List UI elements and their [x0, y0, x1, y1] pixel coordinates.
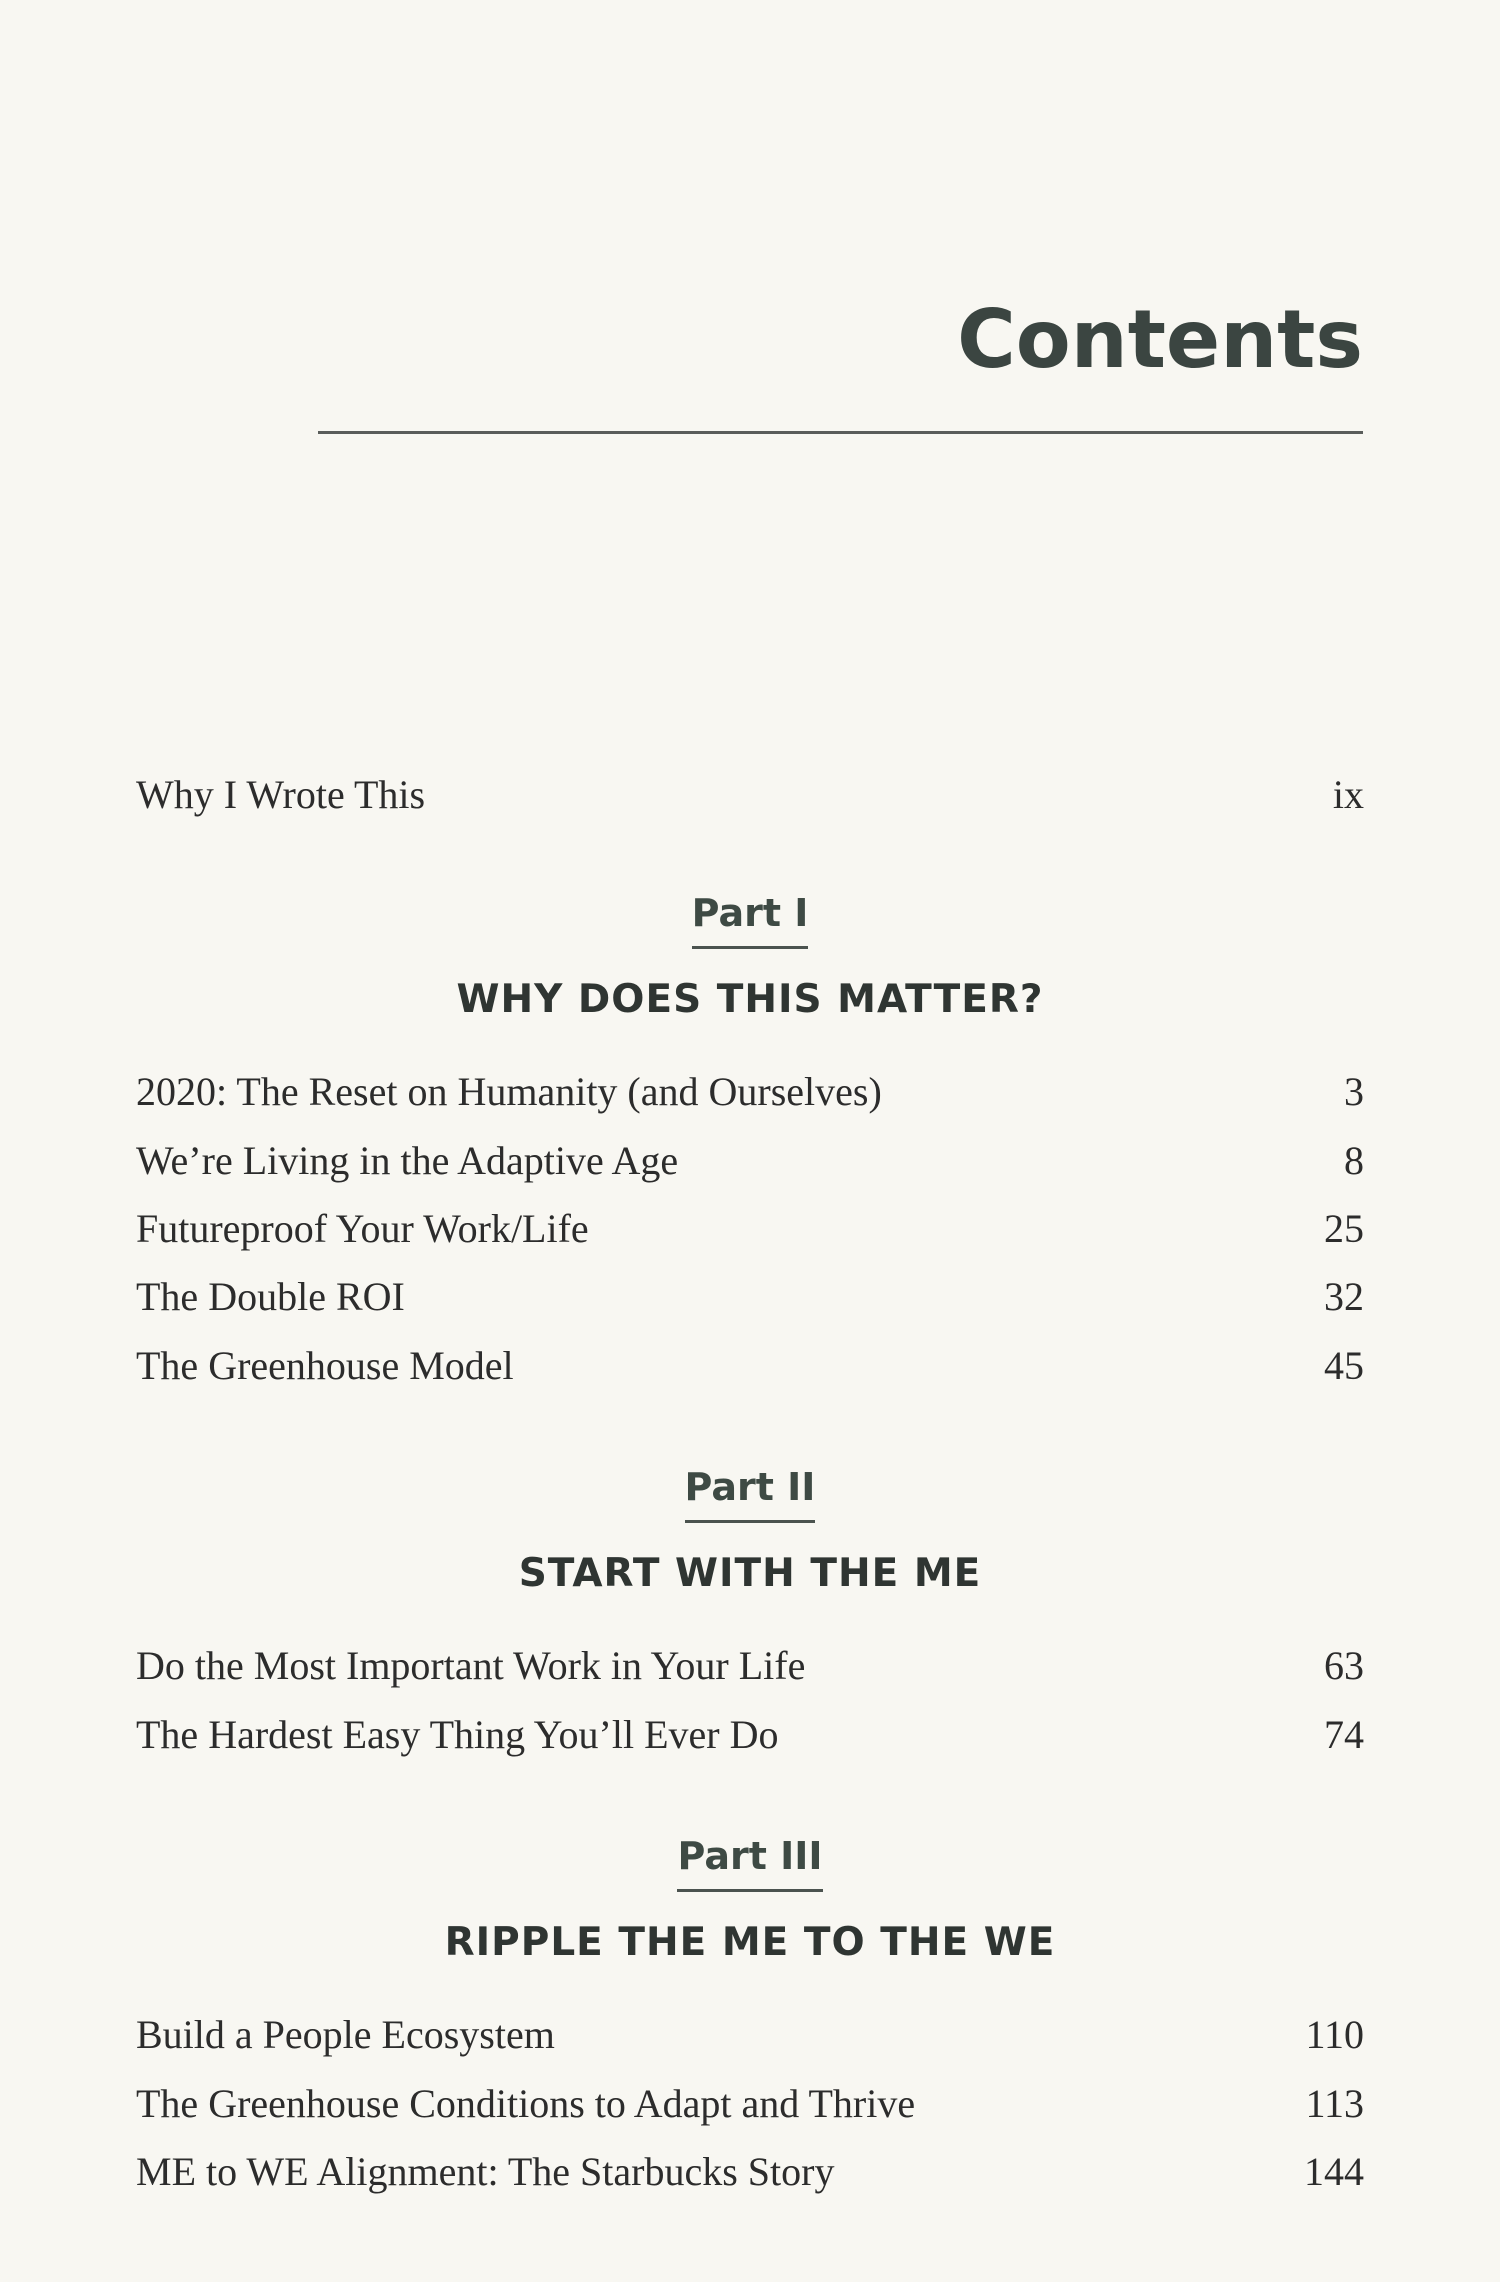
toc-entry-title: The Hardest Easy Thing You’ll Ever Do: [136, 1712, 779, 1757]
toc-entry-page: 144: [1304, 2149, 1364, 2194]
part-heading-2: START WITH THE ME: [518, 1551, 982, 1596]
toc-entry[interactable]: [136, 2142, 1364, 2202]
toc-entry-title: Futureproof Your Work/Life: [136, 1206, 589, 1251]
toc-entry-title: The Greenhouse Model: [136, 1343, 514, 1388]
toc-entry-title: The Double ROI: [136, 1274, 405, 1319]
toc-entry-page: 113: [1305, 2081, 1364, 2126]
toc-entry-title: Why I Wrote This: [136, 772, 426, 817]
toc-entry[interactable]: [136, 1336, 1364, 1396]
toc-entry[interactable]: [136, 1705, 1364, 1765]
toc-entry-title: Do the Most Important Work in Your Life: [136, 1643, 806, 1688]
toc-entry-page: 74: [1324, 1712, 1364, 1757]
toc-entry-title: Build a People Ecosystem: [136, 2012, 555, 2057]
part-heading-3: RIPPLE THE ME TO THE WE: [444, 1920, 1056, 1965]
toc-entry[interactable]: [136, 1062, 1364, 1122]
toc-entry-page: 3: [1344, 1069, 1364, 1114]
toc-entry[interactable]: [136, 1267, 1364, 1327]
toc-entry[interactable]: [136, 2074, 1364, 2134]
toc-entry-page: 63: [1324, 1643, 1364, 1688]
toc-entry[interactable]: [136, 2005, 1364, 2065]
toc-entry-title: We’re Living in the Adaptive Age: [136, 1138, 679, 1183]
page-title: Contents: [957, 293, 1363, 386]
toc-entry-page: 8: [1344, 1138, 1364, 1183]
toc-entry-page: 45: [1324, 1343, 1364, 1388]
part-label-3: Part III: [0, 1831, 1500, 1892]
part-label-2: Part II: [0, 1462, 1500, 1523]
part-heading-1: WHY DOES THIS MATTER?: [456, 977, 1044, 1022]
toc-entry-front[interactable]: [136, 765, 1364, 825]
toc-entry-title: 2020: The Reset on Humanity (and Ourselves): [136, 1069, 882, 1114]
part-label-1: Part I: [0, 888, 1500, 949]
toc-entry-page: ix: [1332, 772, 1364, 817]
title-divider: [318, 431, 1363, 434]
toc-entry[interactable]: [136, 1199, 1364, 1259]
toc-entry-title: The Greenhouse Conditions to Adapt and Thrive: [136, 2081, 916, 2126]
toc-entry-page: 32: [1324, 1274, 1364, 1319]
toc-entry[interactable]: [136, 1636, 1364, 1696]
toc-entry-page: 25: [1324, 1206, 1364, 1251]
toc-entry-title: ME to WE Alignment: The Starbucks Story: [136, 2149, 835, 2194]
toc-entry[interactable]: [136, 1131, 1364, 1191]
toc-entry-page: 110: [1305, 2012, 1364, 2057]
